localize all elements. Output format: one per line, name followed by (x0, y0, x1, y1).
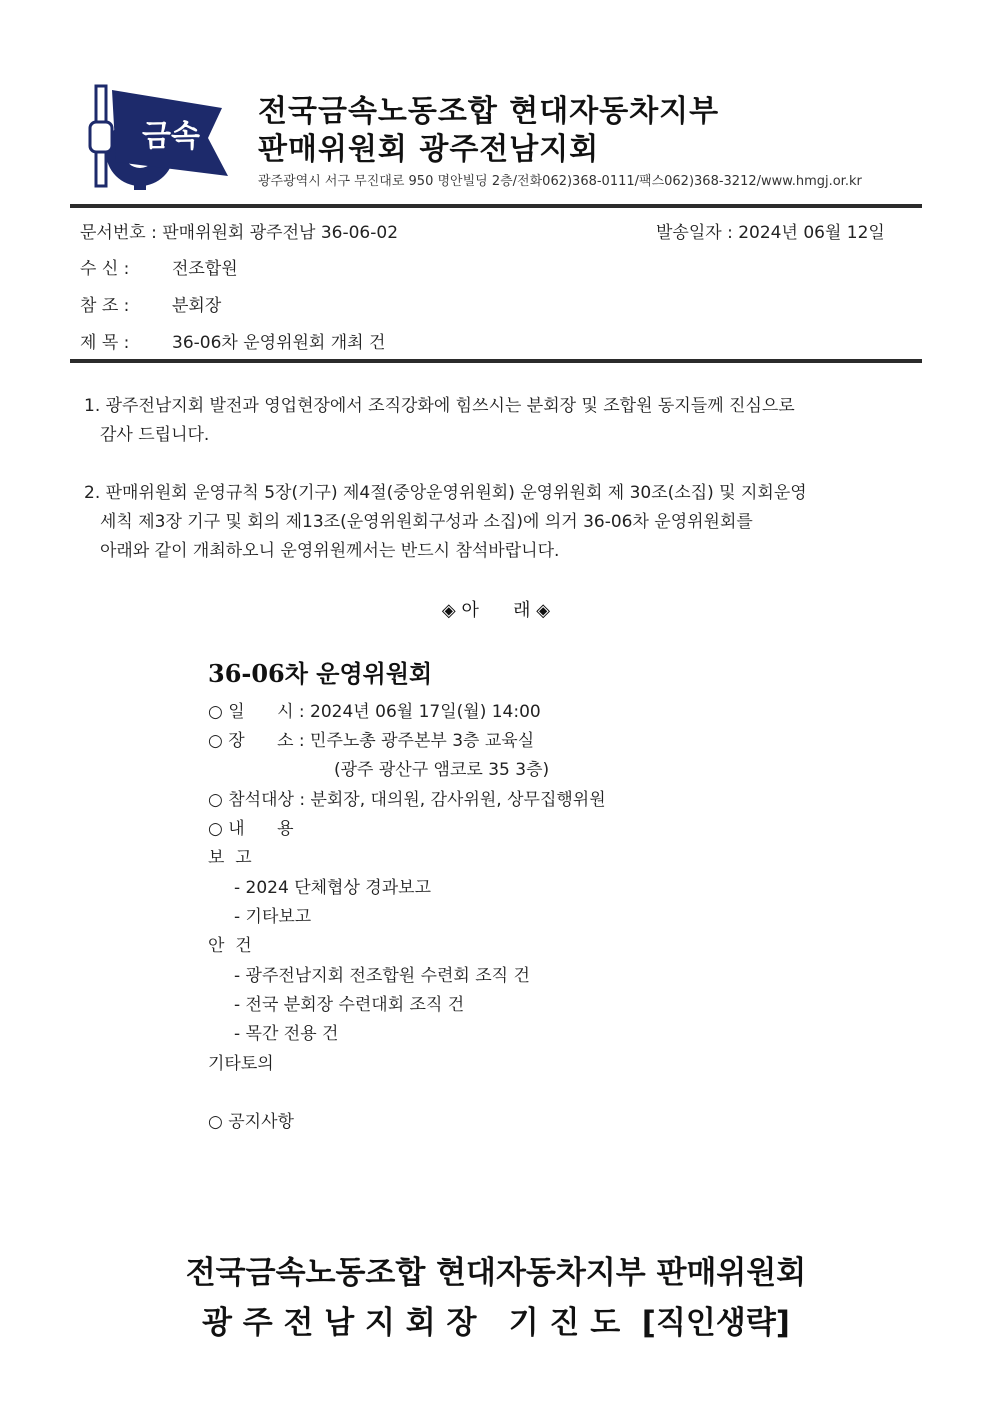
agenda-title: 36-06차 운영위원회 (208, 659, 433, 688)
footer-signature: 광 주 전 남 지 회 장 기 진 도 [직인생략] (202, 1305, 790, 1341)
agenda-content: ○ 내 용 (208, 819, 294, 839)
subject-label: 제 목 : (80, 333, 130, 353)
logo-text: 금속 (142, 119, 200, 154)
send-date-row (656, 218, 885, 243)
union-logo-icon (82, 80, 230, 192)
doc-number-label: 문서번호 : (80, 223, 157, 243)
agenda-attendees: ○ 참석대상 : 분회장, 대의원, 감사위원, 상무집행위원 (208, 790, 606, 810)
paragraph-2-line1: 2. 판매위원회 운영규칙 5장(기구) 제4절(중앙운영위원회) 운영위원회 제 30조(소집) 및 지회운영 (84, 483, 807, 503)
recipient-row (80, 254, 238, 279)
paragraph-1 (84, 392, 920, 450)
org-address: 광주광역시 서구 무진대로 950 명안빌딩 2층/전화062)368-0111/팩스062)368-3212/www.hmgj.or.kr (258, 174, 862, 189)
paragraph-1-line1: 1. 광주전남지회 발전과 영업현장에서 조직강화에 힘쓰시는 분회장 및 조합원 동지들께 진심으로 (84, 396, 795, 416)
report-item: - 2024 단체협상 경과보고 (234, 878, 431, 898)
doc-number-row (80, 218, 398, 243)
agenda-item: - 목간 전용 건 (234, 1024, 339, 1044)
agenda-place: ○ 장 소 : 민주노총 광주본부 3층 교육실 (208, 731, 535, 751)
paragraph-2-line2: 세칙 제3장 기구 및 회의 제13조(운영위원회구성과 소집)에 의거 36-06차 운영위원회를 (100, 512, 753, 532)
recipient-label: 수 신 : (80, 259, 130, 279)
footer-org: 전국금속노동조합 현대자동차지부 판매위원회 (185, 1255, 807, 1291)
org-name-line2: 판매위원회 광주전남지회 (258, 132, 600, 167)
org-name-line1: 전국금속노동조합 현대자동차지부 (258, 94, 720, 129)
reference-label: 참 조 : (80, 296, 130, 316)
meta-divider (70, 359, 922, 363)
paragraph-2 (84, 479, 920, 566)
report-item: - 기타보고 (234, 907, 312, 927)
header-divider (70, 204, 922, 208)
subject-value: 36-06차 운영위원회 개최 건 (172, 333, 386, 353)
agenda-date: ○ 일 시 : 2024년 06월 17일(월) 14:00 (208, 702, 541, 722)
reference-row (80, 291, 221, 316)
send-date-value: 2024년 06월 12일 (738, 223, 885, 243)
below-heading: ◈ 아 래 ◈ (441, 600, 551, 621)
notice-item: ○ 공지사항 (208, 1112, 294, 1132)
report-heading: 보 고 (208, 848, 252, 868)
send-date-label: 발송일자 : (656, 223, 733, 243)
agenda-place-detail: (광주 광산구 앰코로 35 3층) (334, 760, 550, 780)
doc-number-value: 판매위원회 광주전남 36-06-02 (162, 223, 399, 243)
agenda-item: - 전국 분회장 수련대회 조직 건 (234, 995, 465, 1015)
paragraph-1-line2: 감사 드립니다. (100, 425, 210, 445)
paragraph-2-line3: 아래와 같이 개최하오니 운영위원께서는 반드시 참석바랍니다. (100, 541, 560, 561)
other-discussion: 기타토의 (208, 1054, 274, 1074)
agenda-item: - 광주전남지회 전조합원 수련회 조직 건 (234, 966, 530, 986)
subject-row (80, 328, 385, 353)
reference-value: 분회장 (172, 296, 222, 316)
recipient-value: 전조합원 (172, 259, 238, 279)
agenda-heading: 안 건 (208, 936, 252, 956)
